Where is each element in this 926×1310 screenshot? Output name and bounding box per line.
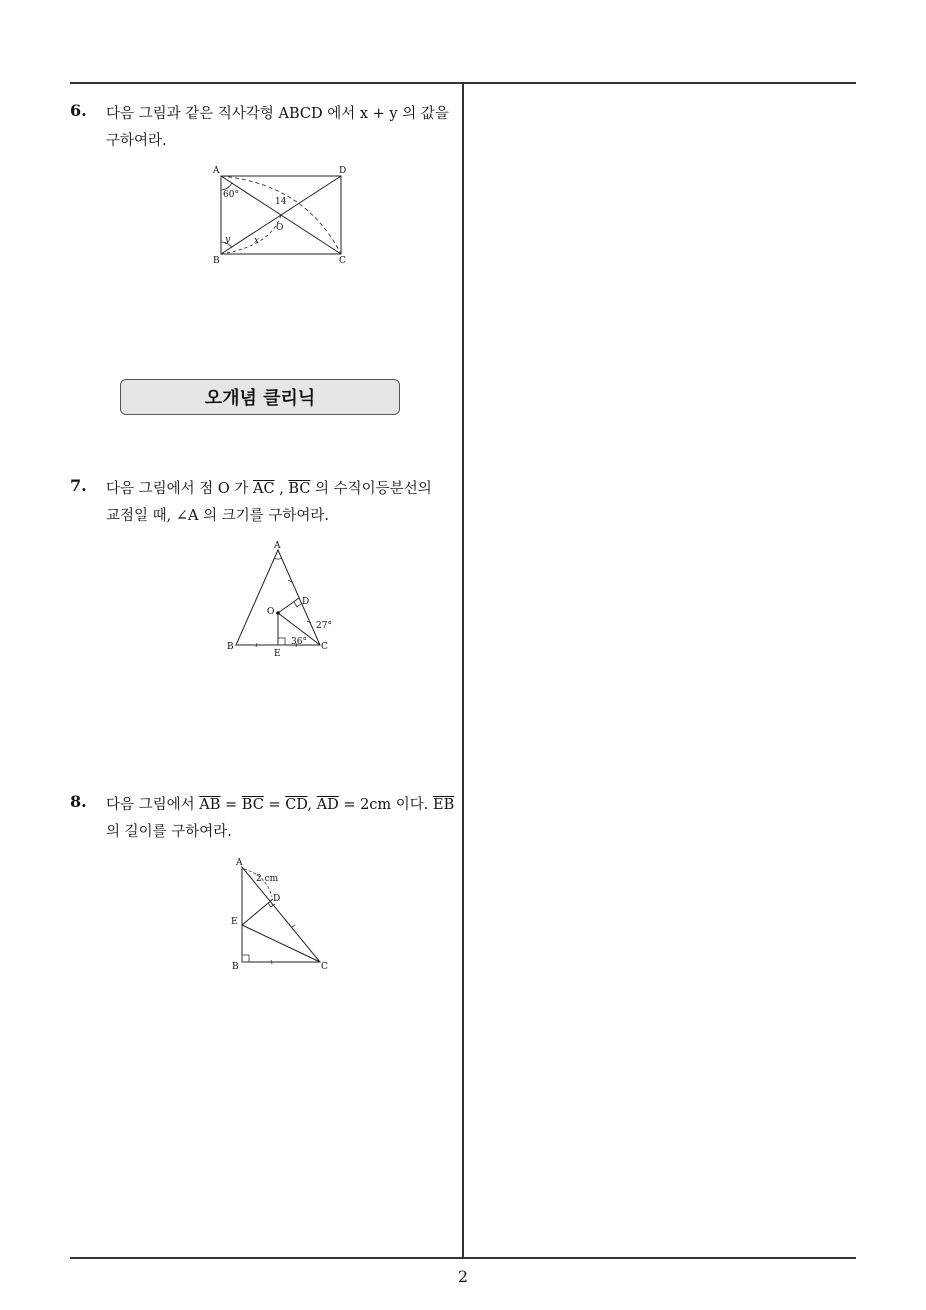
length-label-2cm: 2 cm <box>256 874 279 884</box>
vertex-label-c: C <box>321 642 328 652</box>
tick-mark <box>256 643 257 647</box>
question-6 <box>70 101 460 155</box>
question-line <box>106 476 460 503</box>
y-label: y <box>225 235 231 245</box>
center-label-o: O <box>276 223 284 233</box>
column-divider <box>462 82 464 1258</box>
text-fragment: , <box>307 797 312 813</box>
question-line: 다음 그림과 같은 직사각형 ABCD 에서 x + y 의 값을 <box>106 106 449 122</box>
segment-eb: $\overline{EB}$ <box>433 797 455 813</box>
question-8 <box>70 792 460 846</box>
right-angle-e <box>278 638 285 645</box>
triangle-figure <box>222 538 342 662</box>
bottom-rule <box>70 1257 856 1259</box>
vertex-label-a: A <box>274 541 281 551</box>
segment-bc: $\overline{BC}$ <box>288 481 311 497</box>
vertex-label-c: C <box>321 962 328 972</box>
segment-ec <box>242 925 320 962</box>
angle-label-60: 60° <box>223 190 239 200</box>
angle-label-27: 27° <box>316 621 332 631</box>
right-angle-b <box>242 955 249 962</box>
point-label-e: E <box>231 917 238 927</box>
segment-ac: $\overline{AC}$ <box>253 481 275 497</box>
point-o <box>276 611 280 615</box>
point-label-d: D <box>273 894 281 904</box>
rectangle-figure <box>205 160 365 270</box>
vertex-label-a: A <box>236 858 243 868</box>
vertex-label-a: A <box>213 166 220 176</box>
right-triangle-figure <box>226 855 336 975</box>
angle-arc-a <box>274 558 282 559</box>
point-label-o: O <box>267 607 275 617</box>
question-text <box>106 101 460 155</box>
question-number: 8. <box>70 792 87 811</box>
vertex-label-b: B <box>232 962 239 972</box>
text-fragment: 다음 그림에서 <box>106 797 195 813</box>
angle-label-36: 36° <box>291 637 307 647</box>
segment-bc: $\overline{BC}$ <box>241 797 264 813</box>
question-line: 의 길이를 구하여라. <box>106 824 232 840</box>
question-number: 6. <box>70 101 87 120</box>
text-fragment: 의 수직이등분선의 <box>315 481 432 497</box>
vertex-label-b: B <box>227 642 234 652</box>
segment-ad: $\overline{AD}$ <box>316 797 339 813</box>
question-line: 구하여라. <box>106 133 167 149</box>
segment-ab: $\overline{AB}$ <box>199 797 221 813</box>
text-fragment: = 2cm 이다. <box>343 797 429 813</box>
point-label-e: E <box>274 649 281 659</box>
length-label-14: 14 <box>275 197 287 207</box>
question-7 <box>70 476 460 530</box>
question-line <box>106 792 460 819</box>
segment-cd: $\overline{CD}$ <box>285 797 308 813</box>
text-fragment: = <box>225 797 238 813</box>
tick-mark <box>271 960 272 964</box>
question-text <box>106 792 460 846</box>
vertex-label-d: D <box>339 166 347 176</box>
question-line: 교점일 때, ∠A 의 크기를 구하여라. <box>106 508 329 524</box>
text-fragment: = <box>268 797 281 813</box>
triangle-abc <box>242 867 320 962</box>
vertex-label-c: C <box>339 256 346 266</box>
tick-mark <box>292 925 295 927</box>
question-number: 7. <box>70 476 87 495</box>
angle-arc-60 <box>221 183 232 190</box>
page-number: 2 <box>457 1267 469 1286</box>
point-label-d: D <box>302 597 310 607</box>
text-fragment: , <box>279 481 284 497</box>
text-fragment: 다음 그림에서 점 O 가 <box>106 481 249 497</box>
question-text <box>106 476 460 530</box>
vertex-label-b: B <box>213 256 220 266</box>
misconception-clinic-banner: 오개념 클리닉 <box>120 379 400 415</box>
x-label: x <box>254 236 260 246</box>
